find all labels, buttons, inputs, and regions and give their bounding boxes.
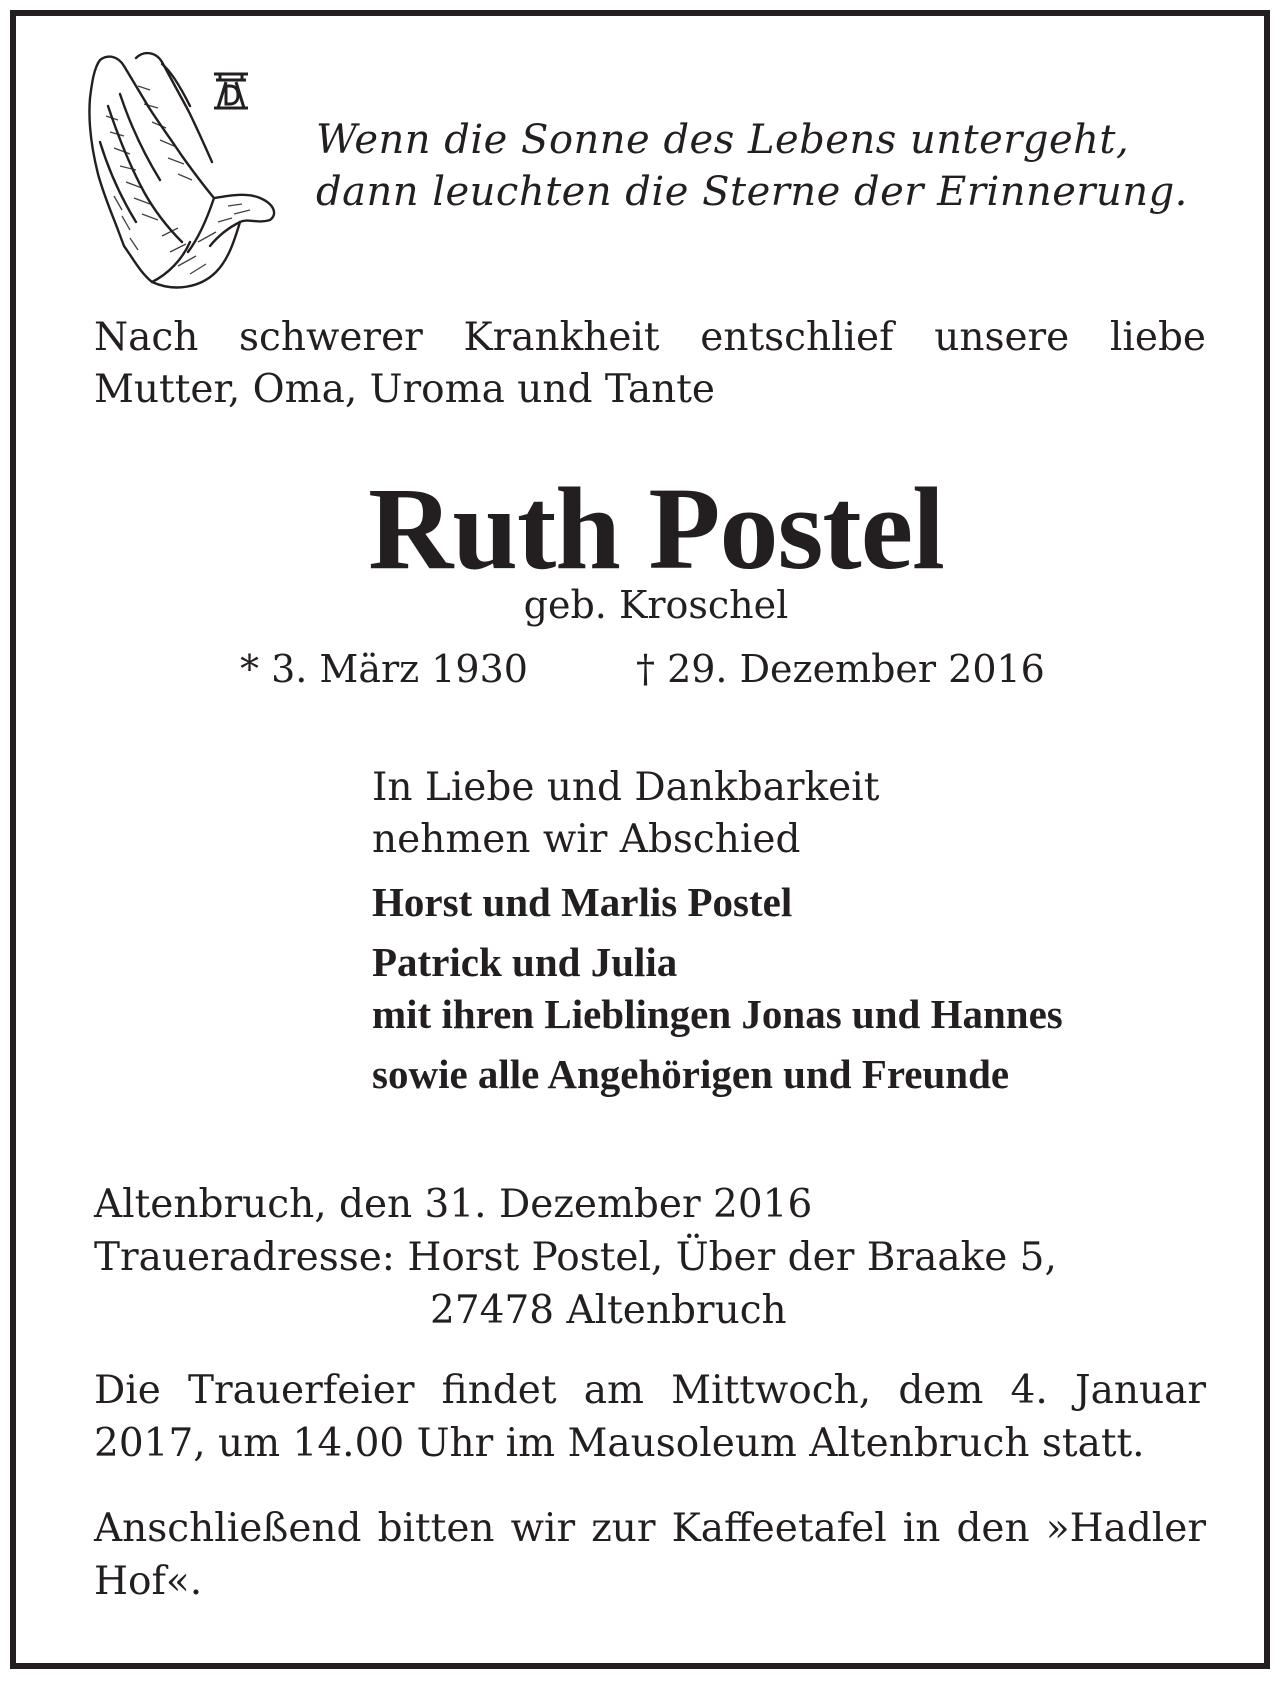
obituary-notice xyxy=(10,10,1270,1669)
motto-line: Wenn die Sonne des Lebens untergeht, xyxy=(316,117,1130,163)
mourners-block xyxy=(372,762,1252,1100)
intro-text: Nach schwerer Krankheit entschlief unsere liebe Mutter, Oma, Uroma und Tante xyxy=(94,315,1206,412)
mourning-address: Traueradresse: Horst Postel, Über der Braake 5, xyxy=(94,1235,1057,1280)
motto xyxy=(316,114,1226,218)
ceremony-text: Die Trauerfeier findet am Mittwoch, dem 4. Januar 2017, um 14.00 Uhr im Mausoleum Altenbruch statt. xyxy=(94,1368,1206,1466)
death-date: † 29. Dezember 2016 xyxy=(636,647,1045,691)
deceased-name: Ruth Postel xyxy=(368,463,944,594)
farewell-line: nehmen wir Abschied xyxy=(372,817,801,862)
maiden-name: geb. Kroschel xyxy=(523,583,789,627)
mourner-name: Horst und Marlis Postel xyxy=(372,879,793,925)
mourner-name: Patrick und Julia xyxy=(372,939,678,985)
monogram-icon xyxy=(208,68,254,112)
birth-date: * 3. März 1930 xyxy=(240,647,528,691)
mourner-name: sowie alle Angehörigen und Freunde xyxy=(372,1051,1010,1097)
farewell-line: In Liebe und Dankbarkeit xyxy=(372,765,880,810)
mourning-address-city: 27478 Altenbruch xyxy=(430,1288,787,1333)
address-block xyxy=(94,1178,1206,1337)
place-date: Altenbruch, den 31. Dezember 2016 xyxy=(94,1182,813,1227)
motto-line: dann leuchten die Sterne der Erinnerung. xyxy=(316,169,1188,215)
mourner-name: mit ihren Lieblingen Jonas und Hannes xyxy=(372,991,1063,1037)
praying-hands-icon xyxy=(78,46,298,302)
reception-text: Anschließend bitten wir zur Kaffeetafel in den »Hadler Hof«. xyxy=(94,1506,1206,1604)
